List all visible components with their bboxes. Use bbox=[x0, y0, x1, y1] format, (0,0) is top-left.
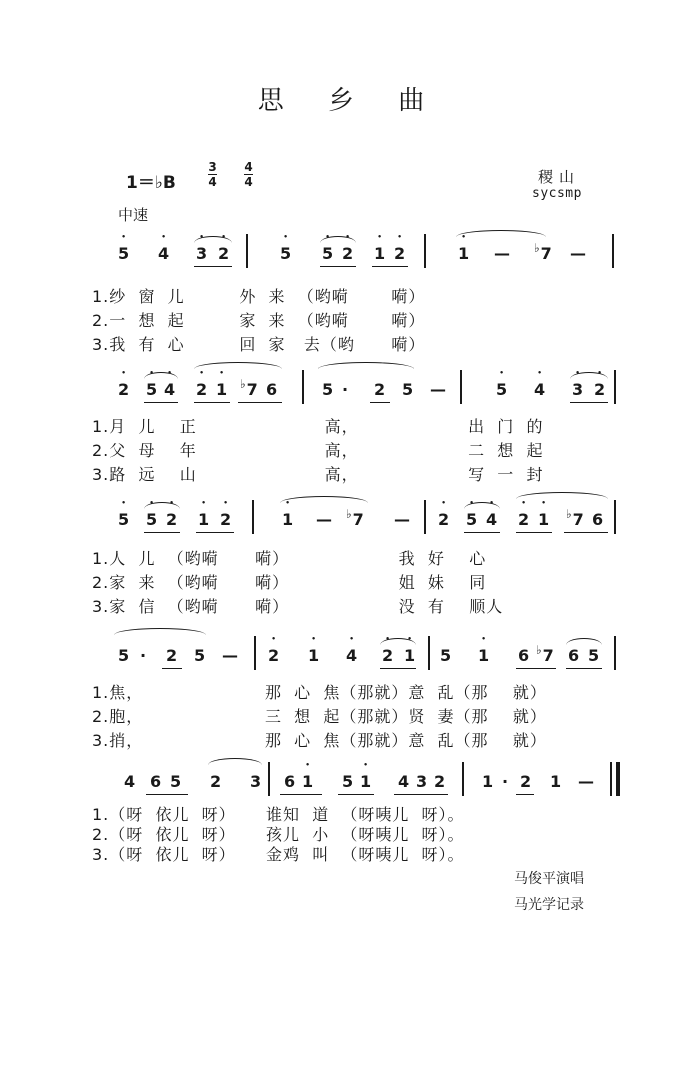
barline bbox=[428, 636, 430, 670]
slur bbox=[380, 638, 416, 645]
note: ♭7 bbox=[240, 377, 258, 399]
note: 5 bbox=[588, 646, 600, 665]
barline bbox=[246, 234, 248, 268]
time-signature-2: 4 4 bbox=[244, 160, 253, 189]
underline bbox=[146, 794, 188, 795]
note: — bbox=[494, 244, 510, 263]
note: 2 bbox=[210, 772, 222, 791]
slur bbox=[280, 496, 368, 503]
note: • 1 bbox=[458, 244, 469, 263]
note: • 5 bbox=[280, 244, 291, 263]
key-signature: 1＝♭B bbox=[126, 173, 176, 193]
barline bbox=[614, 370, 616, 404]
lyric-line: 3.（呀 依儿 呀） 金鸡 叫 （呀咦儿 呀）。 bbox=[92, 845, 465, 864]
underline bbox=[194, 266, 232, 267]
note: • 2 bbox=[594, 380, 605, 399]
underline bbox=[516, 532, 552, 533]
note: • 4 bbox=[164, 380, 175, 399]
note: • 2 bbox=[438, 510, 449, 529]
lyric-line: 1.（呀 依儿 呀） 谁知 道 （呀咦儿 呀）。 bbox=[92, 805, 465, 824]
slur bbox=[144, 372, 178, 379]
note: 3 bbox=[416, 772, 428, 791]
note: 5 bbox=[170, 772, 182, 791]
note: 5 bbox=[402, 380, 414, 399]
note: 4 bbox=[124, 772, 136, 791]
note: 5 bbox=[118, 646, 130, 665]
underline bbox=[516, 794, 534, 795]
note: · bbox=[140, 646, 147, 665]
lyric-line: 3.路 远 山 高， 写 一 封 bbox=[92, 465, 544, 484]
note: • 1 bbox=[478, 646, 489, 665]
barline bbox=[254, 636, 256, 670]
underline bbox=[394, 794, 448, 795]
barline bbox=[614, 500, 616, 534]
slur bbox=[318, 362, 414, 369]
note: • 1 bbox=[360, 772, 371, 791]
note: • 1 bbox=[216, 380, 227, 399]
lyric-line: 1.月 儿 正 高， 出 门 的 bbox=[92, 417, 544, 436]
note: 6 bbox=[284, 772, 296, 791]
note: — bbox=[394, 510, 410, 529]
note: — bbox=[430, 380, 446, 399]
note: 6 bbox=[568, 646, 580, 665]
underline bbox=[566, 668, 602, 669]
note: • 4 bbox=[486, 510, 497, 529]
barline bbox=[460, 370, 462, 404]
slur bbox=[464, 502, 500, 509]
barline bbox=[614, 636, 616, 670]
slur bbox=[566, 638, 602, 645]
note: • 2 bbox=[382, 646, 393, 665]
note: 5 bbox=[440, 646, 452, 665]
note: • 2 bbox=[218, 244, 229, 263]
note: • 1 bbox=[198, 510, 209, 529]
lyric-line: 2.父 母 年 高， 二 想 起 bbox=[92, 441, 544, 460]
lyric-line: 3.家 信 （哟嗬 嗬） 没 有 顺人 bbox=[92, 597, 504, 616]
slur bbox=[144, 502, 180, 509]
lyric-line: 3.捎， 那 心 焦（那就）意 乱（那 就） bbox=[92, 731, 547, 750]
note: 6 bbox=[266, 380, 278, 399]
barline bbox=[424, 500, 426, 534]
underline bbox=[320, 266, 356, 267]
lyric-line: 1.焦， 那 心 焦（那就）意 乱（那 就） bbox=[92, 683, 547, 702]
note: 6 bbox=[518, 646, 530, 665]
slur bbox=[208, 758, 262, 765]
note: 5 bbox=[342, 772, 354, 791]
note: • 4 bbox=[158, 244, 169, 263]
note: 2 bbox=[374, 380, 386, 399]
lyric-line: 3.我 有 心 回 家 去（哟 嗬） bbox=[92, 335, 426, 354]
underline bbox=[194, 402, 230, 403]
note: • 1 bbox=[308, 646, 319, 665]
slur bbox=[570, 372, 608, 379]
slur bbox=[114, 628, 206, 635]
lyric-line: 2.（呀 依儿 呀） 孩儿 小 （呀咦儿 呀）。 bbox=[92, 825, 465, 844]
note: • 2 bbox=[220, 510, 231, 529]
slur bbox=[456, 230, 546, 237]
note: 2 bbox=[520, 772, 532, 791]
note: • 1 bbox=[374, 244, 385, 263]
barline bbox=[610, 762, 612, 796]
note: • 2 bbox=[166, 510, 177, 529]
underline bbox=[380, 668, 416, 669]
lyric-line: 1.纱 窗 儿 外 来 （哟嗬 嗬） bbox=[92, 287, 426, 306]
note: • 1 bbox=[302, 772, 313, 791]
note: — bbox=[578, 772, 594, 791]
note: • 4 bbox=[346, 646, 357, 665]
underline bbox=[338, 794, 374, 795]
note: • 5 bbox=[118, 510, 129, 529]
note: • 5 bbox=[146, 510, 157, 529]
note: 2 bbox=[434, 772, 446, 791]
underline bbox=[464, 532, 500, 533]
note: • 5 bbox=[466, 510, 477, 529]
note: • 5 bbox=[496, 380, 507, 399]
note: ♭7 bbox=[566, 507, 584, 529]
slur bbox=[194, 236, 232, 243]
note: 2 bbox=[166, 646, 178, 665]
note: ♭7 bbox=[534, 241, 552, 263]
barline bbox=[612, 234, 614, 268]
note: • 4 bbox=[534, 380, 545, 399]
note: • 5 bbox=[322, 244, 333, 263]
underline bbox=[570, 402, 608, 403]
note: 5 bbox=[194, 646, 206, 665]
barline bbox=[252, 500, 254, 534]
note: • 3 bbox=[572, 380, 583, 399]
note: — bbox=[316, 510, 332, 529]
recorder-credit: 马光学记录 bbox=[514, 897, 584, 913]
note: 1 bbox=[482, 772, 494, 791]
barline bbox=[462, 762, 464, 796]
note: • 2 bbox=[342, 244, 353, 263]
underline bbox=[372, 266, 408, 267]
underline bbox=[162, 668, 182, 669]
slur bbox=[516, 492, 608, 499]
performer-credit: 马俊平演唱 bbox=[514, 871, 584, 887]
note: • 1 bbox=[404, 646, 415, 665]
lyric-line: 2.一 想 起 家 来 （哟嗬 嗬） bbox=[92, 311, 426, 330]
note: • 2 bbox=[518, 510, 529, 529]
note: ♭7 bbox=[346, 507, 364, 529]
underline bbox=[564, 532, 608, 533]
final-barline bbox=[616, 762, 620, 796]
underline bbox=[196, 532, 234, 533]
author: 稷山 bbox=[538, 168, 581, 186]
note: 6 bbox=[592, 510, 604, 529]
note: ♭7 bbox=[536, 643, 554, 665]
note: — bbox=[222, 646, 238, 665]
barline bbox=[424, 234, 426, 268]
note: • 2 bbox=[118, 380, 129, 399]
note: • 5 bbox=[146, 380, 157, 399]
underline bbox=[144, 402, 178, 403]
note: • 2 bbox=[196, 380, 207, 399]
barline bbox=[268, 762, 270, 796]
note: • 2 bbox=[394, 244, 405, 263]
time-signature-1: 3 4 bbox=[208, 160, 217, 189]
note: 4 bbox=[398, 772, 410, 791]
underline bbox=[144, 532, 180, 533]
note: 3 bbox=[250, 772, 262, 791]
barline bbox=[302, 370, 304, 404]
note: • 1 bbox=[538, 510, 549, 529]
note: 6 bbox=[150, 772, 162, 791]
note: 1 bbox=[550, 772, 562, 791]
slur bbox=[194, 362, 282, 369]
note: • 3 bbox=[196, 244, 207, 263]
note: • 2 bbox=[268, 646, 279, 665]
note: • 1 bbox=[282, 510, 293, 529]
underline bbox=[516, 668, 556, 669]
underline bbox=[280, 794, 322, 795]
underline bbox=[370, 402, 390, 403]
note: · bbox=[502, 772, 509, 791]
slur bbox=[320, 236, 356, 243]
signature: sycsmp bbox=[532, 186, 582, 201]
tempo-marking: 中速 bbox=[118, 206, 149, 224]
note: • 5 bbox=[118, 244, 129, 263]
note: 5 bbox=[322, 380, 334, 399]
page-title: 思 乡 曲 bbox=[257, 86, 443, 116]
lyric-line: 2.胞， 三 想 起（那就）贤 妻（那 就） bbox=[92, 707, 547, 726]
note: — bbox=[570, 244, 586, 263]
note: · bbox=[342, 380, 349, 399]
lyric-line: 2.家 来 （哟嗬 嗬） 姐 妹 同 bbox=[92, 573, 487, 592]
underline bbox=[238, 402, 282, 403]
lyric-line: 1.人 儿 （哟嗬 嗬） 我 好 心 bbox=[92, 549, 487, 568]
